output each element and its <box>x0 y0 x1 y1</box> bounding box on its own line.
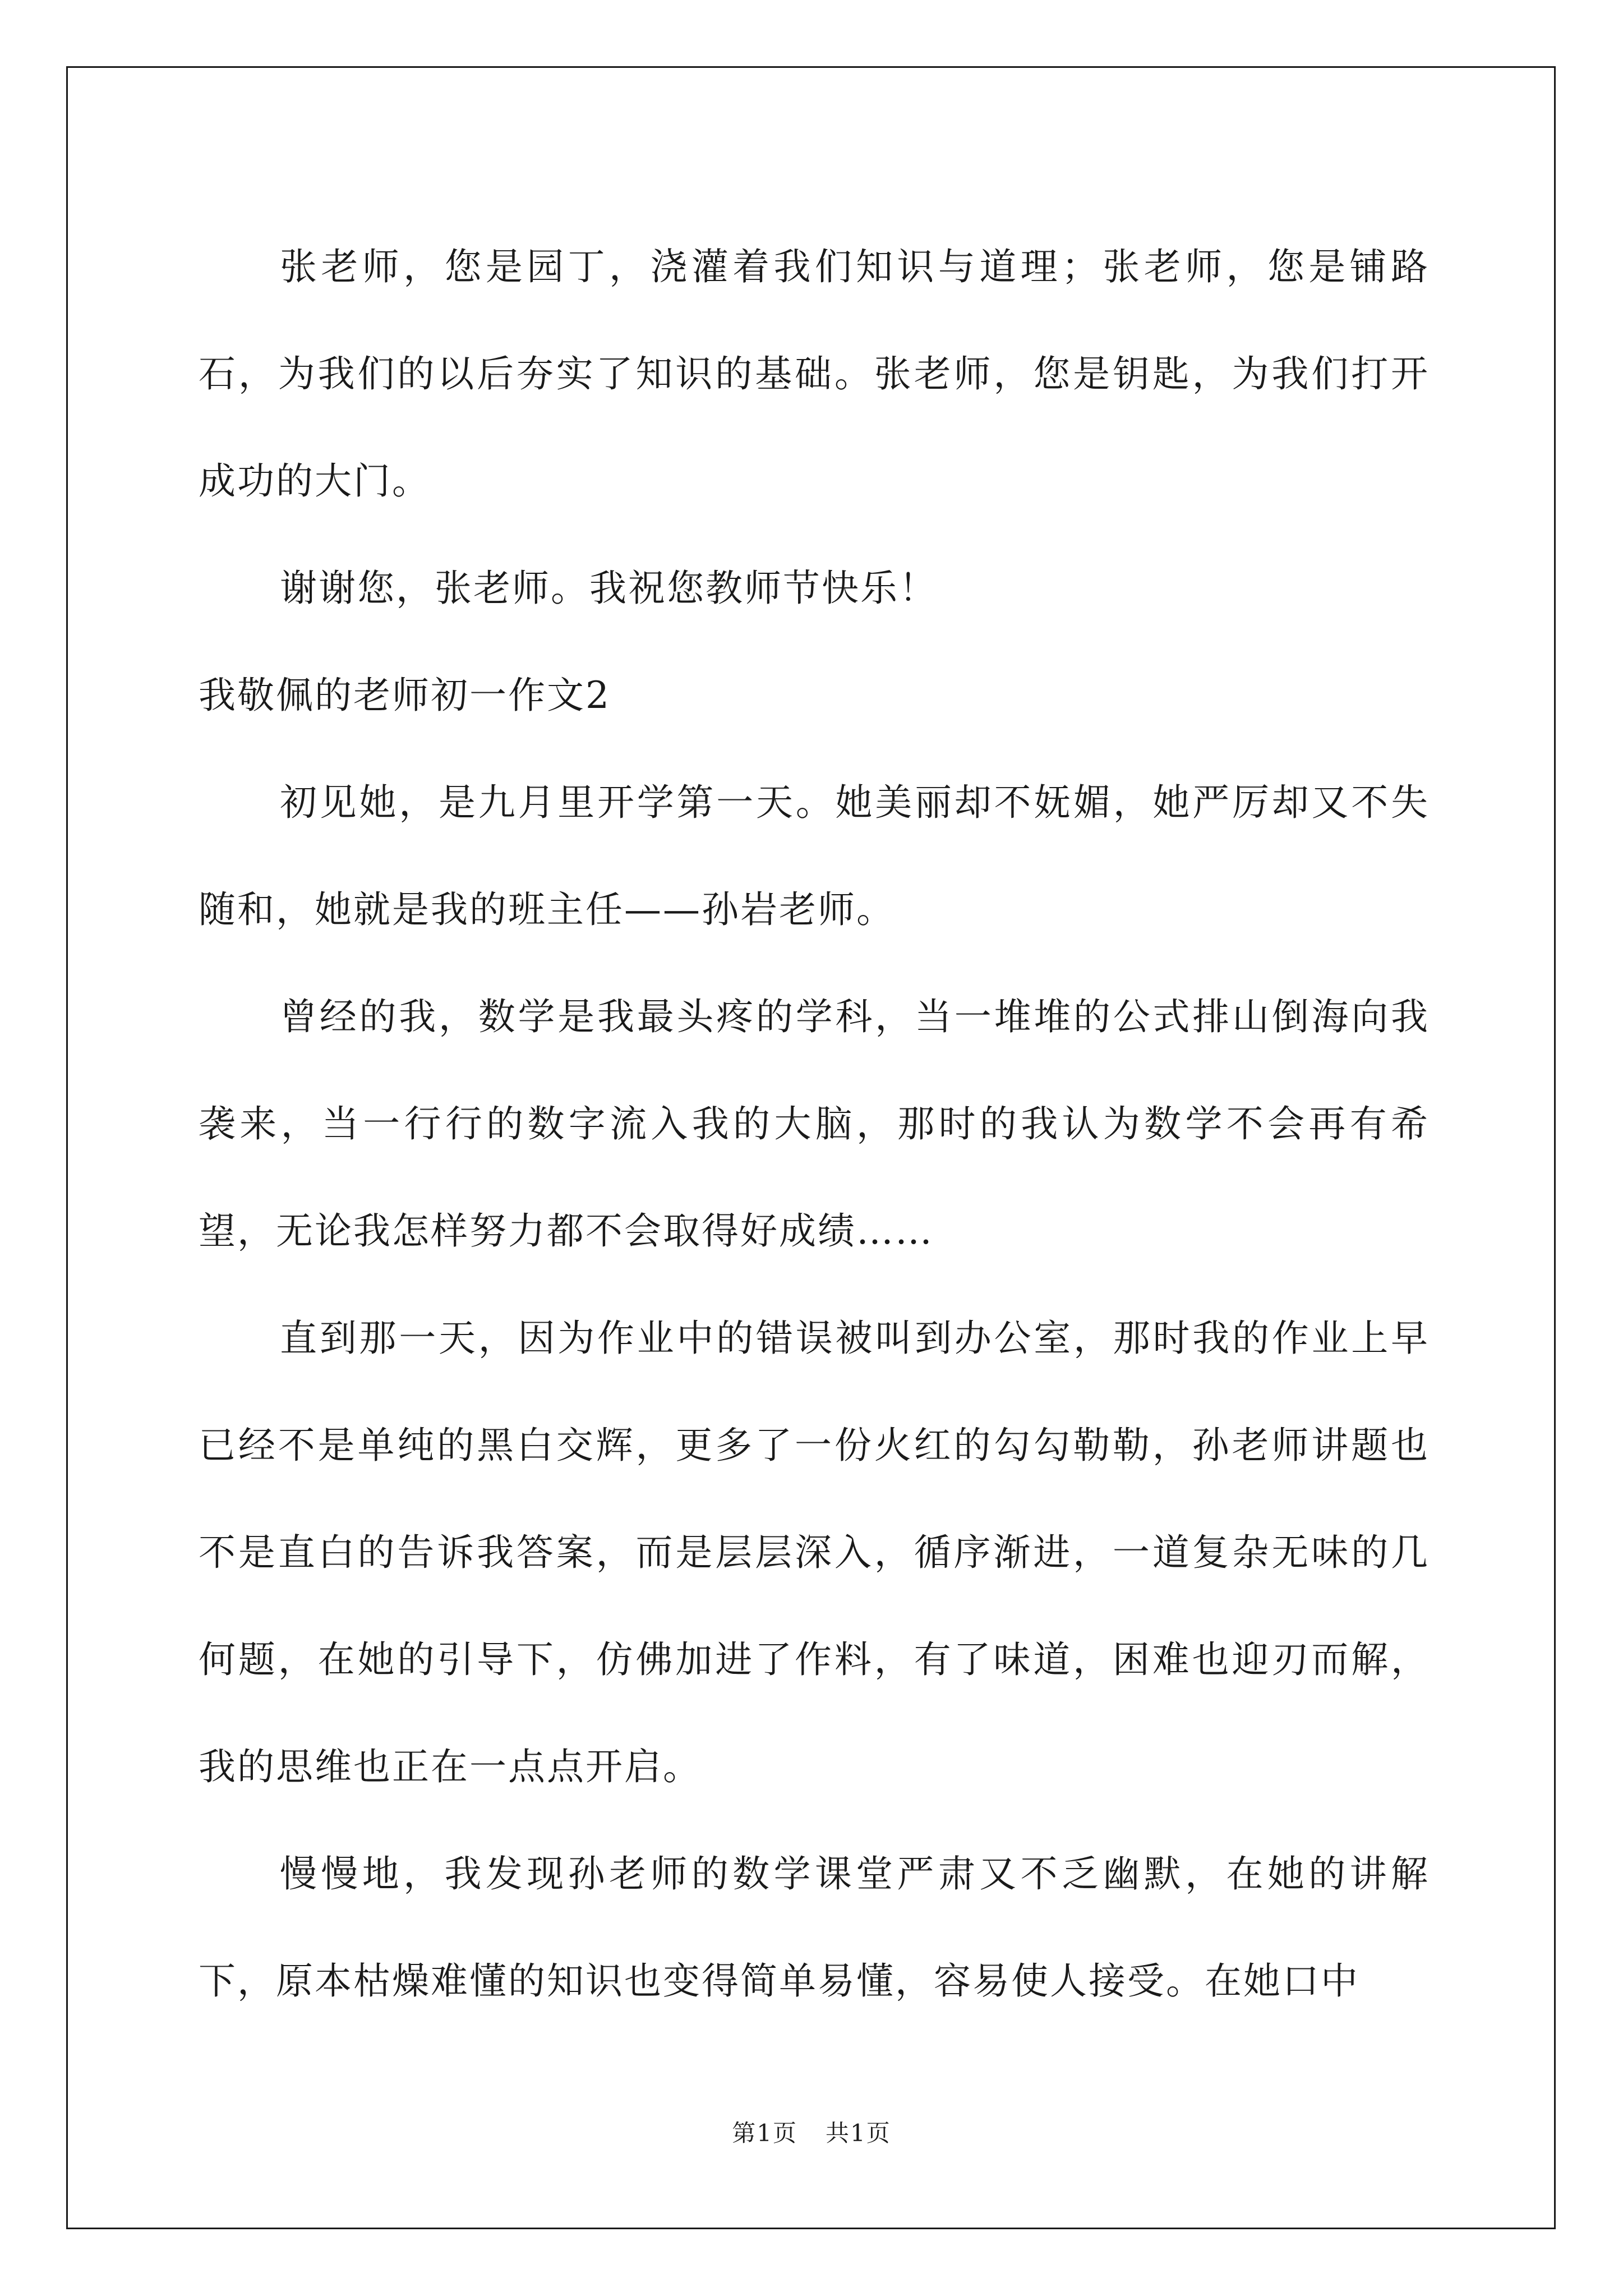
paragraph: 谢谢您，张老师。我祝您教师节快乐！ <box>280 567 938 610</box>
page-footer <box>0 2115 1623 2148</box>
paragraph: 慢慢地，我发现孙老师的数学课堂严肃又不乏幽默，在她的讲解下，原本枯燥难懂的知识也变得简单易懂，容易使人接受。在她口中 <box>199 1852 1430 2003</box>
page-total: 共1页 <box>826 2119 891 2147</box>
paragraph: 曾经的我，数学是我最头疼的学科，当一堆堆的公式排山倒海向我袭来，当一行行的数字流入我的大脑，那时的我认为数学不会再有希望，无论我怎样努力都不会取得好成绩…… <box>199 995 1430 1253</box>
section-heading: 我敬佩的老师初一作文2 <box>199 674 611 717</box>
paragraph: 初见她，是九月里开学第一天。她美丽却不妩媚，她严厉却又不失随和，她就是我的班主任——孙岩老师。 <box>199 781 1430 931</box>
document-body <box>199 213 1430 2035</box>
page-number: 第1页 <box>732 2119 797 2147</box>
paragraph: 直到那一天，因为作业中的错误被叫到办公室，那时我的作业上早已经不是单纯的黑白交辉，更多了一份火红的勾勾勒勒，孙老师讲题也不是直白的告诉我答案，而是层层深入，循序渐进，一道复杂无味的几何题，在她的引导下，仿佛加进了作料，有了味道，困难也迎刃而解，我的思维也正在一点点开启。 <box>199 1317 1430 1788</box>
paragraph: 张老师，您是园丁，浇灌着我们知识与道理；张老师，您是铺路石，为我们的以后夯实了知识的基础。张老师，您是钥匙，为我们打开成功的大门。 <box>199 245 1430 503</box>
